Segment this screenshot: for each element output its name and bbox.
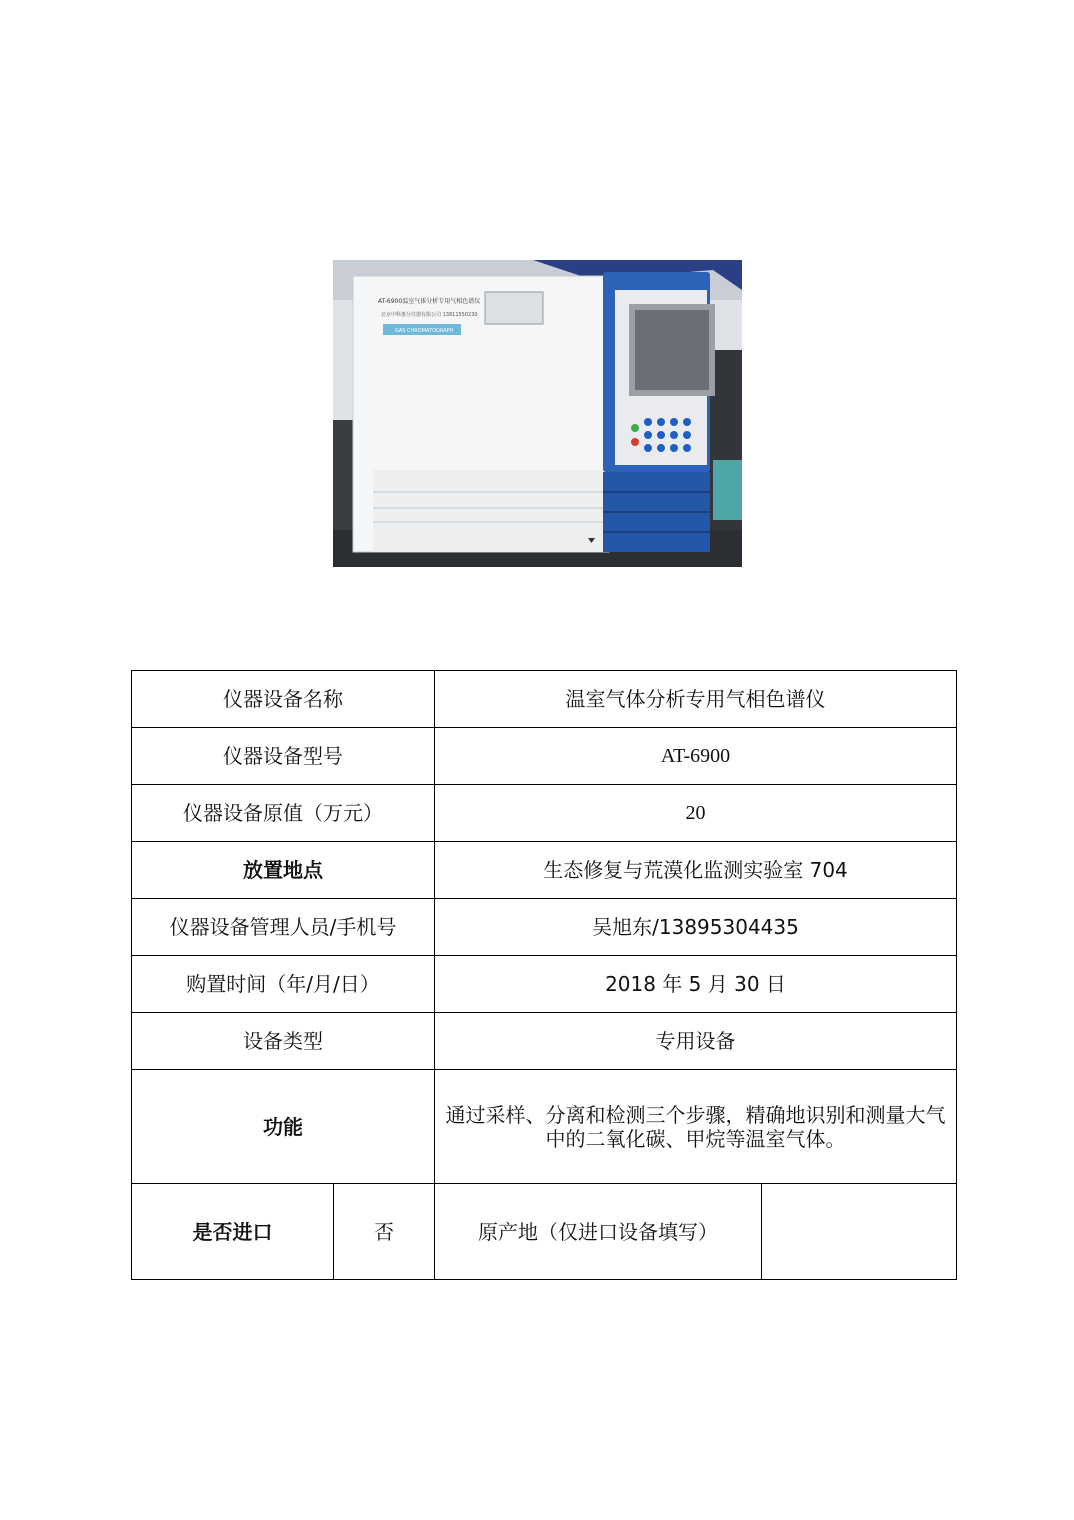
row-label: 仪器设备管理人员/手机号 — [132, 899, 435, 956]
row-value: AT-6900 — [435, 728, 957, 785]
row-value: 专用设备 — [435, 1013, 957, 1070]
table-row-import — [132, 1184, 957, 1280]
table-row — [132, 671, 957, 728]
equipment-info-table — [131, 670, 957, 1280]
row-value: 生态修复与荒漠化监测实验室 704 — [435, 842, 957, 899]
table-row — [132, 1013, 957, 1070]
table-row — [132, 956, 957, 1013]
row-label: 仪器设备名称 — [132, 671, 435, 728]
row-value: 20 — [435, 785, 957, 842]
row-label: 仪器设备原值（万元） — [132, 785, 435, 842]
row-value: 2018 年 5 月 30 日 — [435, 956, 957, 1013]
row-value: 温室气体分析专用气相色谱仪 — [435, 671, 957, 728]
table-row — [132, 728, 957, 785]
table-row — [132, 842, 957, 899]
function-value: 通过采样、分离和检测三个步骤，精确地识别和测量大气中的二氧化碳、甲烷等温室气体。 — [435, 1070, 957, 1184]
table-row — [132, 899, 957, 956]
import-label: 是否进口 — [132, 1184, 334, 1280]
row-label: 购置时间（年/月/日） — [132, 956, 435, 1013]
function-label: 功能 — [132, 1070, 435, 1184]
label-badge: GAS CHROMATOGRAPH — [395, 328, 454, 334]
table-row — [132, 785, 957, 842]
origin-value — [762, 1184, 957, 1280]
table-row-function — [132, 1070, 957, 1184]
label-company: 北京中科惠分仪器有限公司 13811550230 — [381, 312, 478, 318]
row-label: 仪器设备型号 — [132, 728, 435, 785]
import-value: 否 — [334, 1184, 435, 1280]
row-label: 放置地点 — [132, 842, 435, 899]
row-value: 吴旭东/13895304435 — [435, 899, 957, 956]
instrument-photo — [333, 260, 742, 567]
label-title: AT-6900温室气体分析专用气相色谱仪 — [378, 298, 481, 305]
origin-label: 原产地（仅进口设备填写） — [435, 1184, 762, 1280]
row-label: 设备类型 — [132, 1013, 435, 1070]
gas-chromatograph-illustration — [333, 260, 742, 567]
